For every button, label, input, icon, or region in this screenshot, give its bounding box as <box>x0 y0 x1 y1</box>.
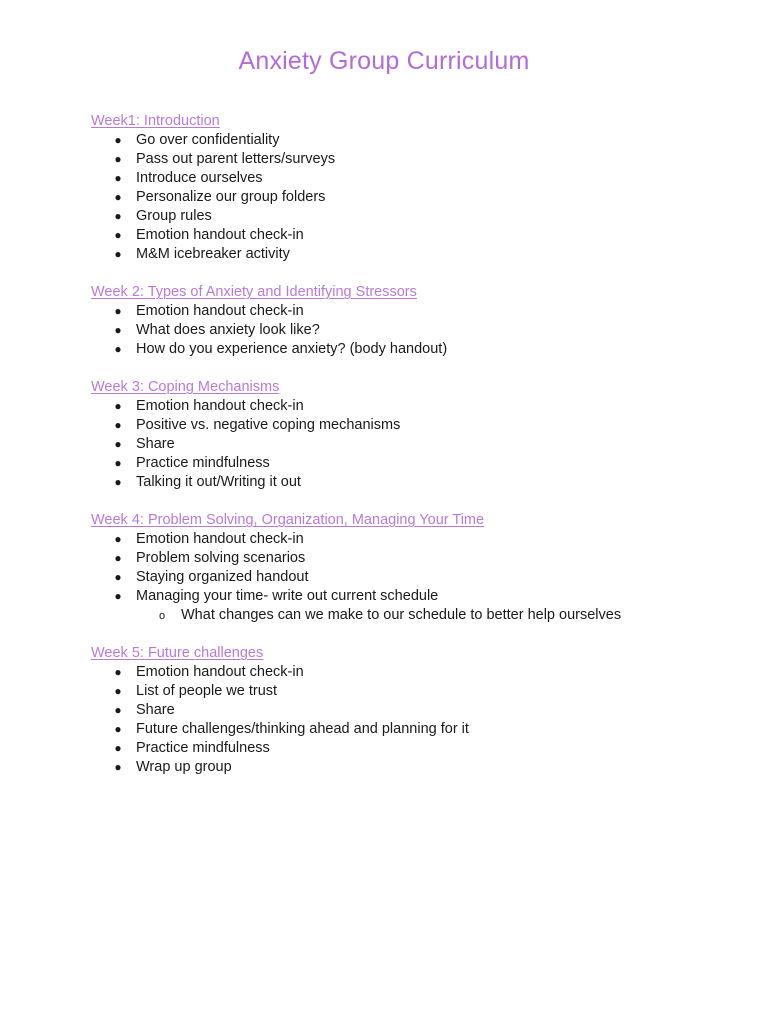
week-3-heading: Week 3: Coping Mechanisms <box>91 379 280 395</box>
bullet-icon: ● <box>114 399 122 413</box>
bullet-icon: ● <box>114 475 122 489</box>
list-item: ● Share <box>114 436 175 452</box>
week-5-section <box>91 644 711 777</box>
list-item: ● Group rules <box>114 208 212 224</box>
bullet-icon: ● <box>114 247 122 261</box>
sub-list-item: o What changes can we make to our schedule to better help ourselves <box>136 606 711 625</box>
list-item: ● Introduce ourselves <box>114 170 263 186</box>
week-2-heading: Week 2: Types of Anxiety and Identifying Stressors <box>91 284 417 300</box>
list-item: ● Positive vs. negative coping mechanisms <box>114 417 401 433</box>
bullet-icon: ● <box>114 171 122 185</box>
list-item: ● Emotion handout check-in <box>114 227 304 243</box>
bullet-icon: ● <box>114 209 122 223</box>
list-item: ● Wrap up group <box>114 759 232 775</box>
list-item: ● M&M icebreaker activity <box>114 246 290 262</box>
list-item: ● How do you experience anxiety? (body handout) <box>114 341 448 357</box>
bullet-icon: ● <box>114 133 122 147</box>
week-5-heading: Week 5: Future challenges <box>91 645 264 661</box>
bullet-icon: ● <box>114 228 122 242</box>
list-item: ● Go over confidentiality <box>114 132 280 148</box>
bullet-icon: ● <box>114 152 122 166</box>
bullet-icon: ● <box>114 323 122 337</box>
bullet-icon: ● <box>114 760 122 774</box>
bullet-icon: ● <box>114 684 122 698</box>
list-item: ● Talking it out/Writing it out <box>114 474 301 490</box>
bullet-icon: ● <box>114 418 122 432</box>
list-item: ● Future challenges/thinking ahead and planning for it <box>114 721 469 737</box>
week-3-list <box>91 397 711 492</box>
list-item: ● List of people we trust <box>114 683 278 699</box>
week-4-heading: Week 4: Problem Solving, Organization, Managing Your Time <box>91 512 485 528</box>
list-item: ● Practice mindfulness <box>114 455 270 471</box>
week-5-list <box>91 663 711 777</box>
bullet-icon: ● <box>114 703 122 717</box>
bullet-icon: ● <box>114 722 122 736</box>
list-item: ● Personalize our group folders <box>114 189 326 205</box>
bullet-icon: ● <box>114 342 122 356</box>
bullet-icon: ● <box>114 589 122 603</box>
bullet-icon: ● <box>114 741 122 755</box>
bullet-icon: ● <box>114 437 122 451</box>
week-2-section <box>91 283 711 359</box>
list-item: ● Emotion handout check-in <box>114 531 304 547</box>
list-item: ● Practice mindfulness <box>114 740 270 756</box>
week-1-list <box>91 131 711 264</box>
bullet-icon: ● <box>114 532 122 546</box>
list-item: ● Emotion handout check-in <box>114 664 304 680</box>
list-item: ● What does anxiety look like? <box>114 322 320 338</box>
week-4-section <box>91 511 711 625</box>
week-4-list <box>91 530 711 625</box>
bullet-icon: ● <box>114 551 122 565</box>
week-1-section <box>91 112 711 264</box>
list-item: ● Emotion handout check-in <box>114 398 304 414</box>
week-1-heading: Week1: Introduction <box>91 113 220 129</box>
list-item: ● Pass out parent letters/surveys <box>114 151 336 167</box>
list-item: ● Emotion handout check-in <box>114 303 304 319</box>
bullet-icon: ● <box>114 456 122 470</box>
list-item: ● Share <box>114 702 175 718</box>
bullet-icon: ● <box>114 304 122 318</box>
bullet-icon: ● <box>114 665 122 679</box>
bullet-icon: ● <box>114 190 122 204</box>
page-title: Anxiety Group Curriculum <box>238 47 530 75</box>
list-item: ● Problem solving scenarios <box>114 550 306 566</box>
bullet-icon: ● <box>114 570 122 584</box>
list-item: ● Staying organized handout <box>114 569 309 585</box>
sub-bullet-icon: o <box>159 610 166 622</box>
list-item: ● Managing your time- write out current schedule o What changes can we make to our schedule to better help ourselves <box>91 587 711 625</box>
week-2-list <box>91 302 711 359</box>
week-3-section <box>91 378 711 492</box>
curriculum-content <box>91 112 711 796</box>
week-4-sublist <box>136 606 711 625</box>
